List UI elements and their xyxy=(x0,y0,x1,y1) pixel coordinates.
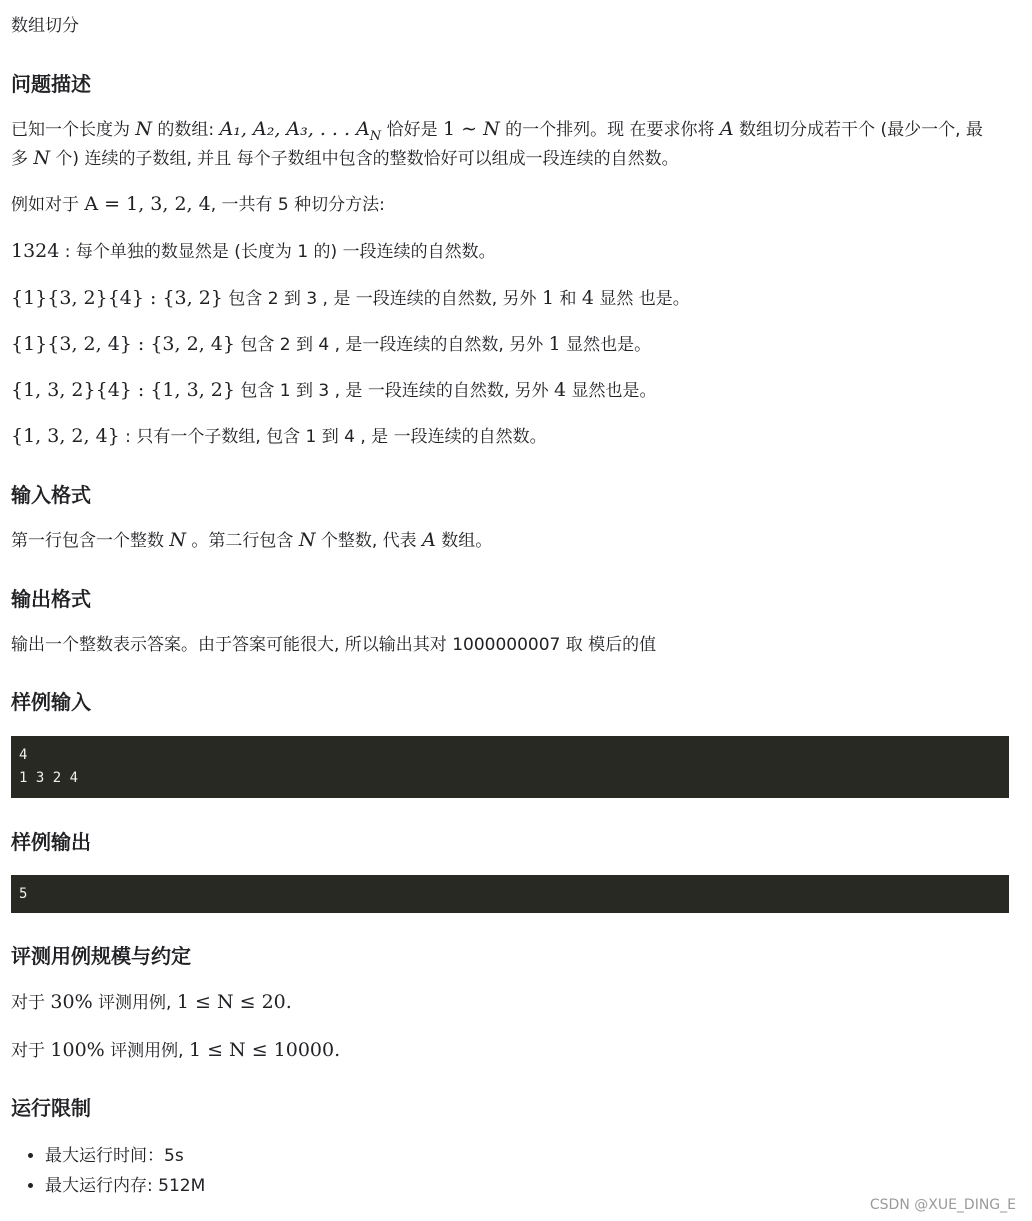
scale-rule-2 xyxy=(11,1038,340,1063)
sample-input-code: 4 1 3 2 4 xyxy=(11,736,1009,798)
text-segment: , 一共有 5 种切分方法: xyxy=(210,195,385,215)
text-segment: 数组。 xyxy=(435,531,493,551)
math-number: 1 xyxy=(541,287,555,309)
math-number: 4 xyxy=(581,287,594,309)
math-number: 1 xyxy=(548,333,561,355)
text-segment: 已知一个长度为 xyxy=(11,120,136,140)
text-segment: 。第二行包含 xyxy=(186,531,299,551)
text-segment: 的数组: xyxy=(152,120,220,140)
example-case-1 xyxy=(11,239,496,264)
page-title: 数组切分 xyxy=(11,16,79,36)
math-constraint: 1 ≤ N ≤ 10000. xyxy=(188,1039,341,1061)
watermark: CSDN @XUE_DING_E xyxy=(869,1197,1016,1213)
example-intro xyxy=(11,192,385,217)
text-segment: 评测用例, xyxy=(92,993,177,1013)
text-segment: 例如对于 xyxy=(11,195,85,215)
math-sequence: A₁, A₂, A₃, . . . $A_N$ xyxy=(219,118,382,144)
problem-line-1 xyxy=(11,117,983,149)
example-case-2 xyxy=(11,286,690,311)
text-segment: 显然也是。 xyxy=(566,381,657,401)
example-case-5 xyxy=(11,424,547,449)
math-A: A xyxy=(719,118,734,140)
text-segment: 个) 连续的子数组, 并且 每个子数组中包含的整数恰好可以组成一段连续的自然数。 xyxy=(50,149,679,169)
example-case-4 xyxy=(11,378,657,403)
math-case: {1, 3, 2}{4} : {1, 3, 2} xyxy=(11,379,235,401)
math-percent: 100% xyxy=(50,1039,105,1061)
text-segment: 第一行包含一个整数 xyxy=(11,531,170,551)
limits-heading: 运行限制 xyxy=(11,1096,91,1120)
output-heading: 输出格式 xyxy=(11,587,91,611)
math-N: N xyxy=(33,147,51,169)
text-segment: 数组切分成若干个 (最少一个, 最 xyxy=(733,120,983,140)
math-constraint: 1 ≤ N ≤ 20. xyxy=(176,991,292,1013)
text-segment: 包含 1 到 3 , 是 一段连续的自然数, 另外 xyxy=(234,381,555,401)
math-case: {1, 3, 2, 4} xyxy=(11,425,120,447)
limit-memory: • 最大运行内存: 512M xyxy=(45,1171,205,1201)
text-segment: 多 xyxy=(11,149,34,169)
input-format-text xyxy=(11,528,492,553)
text-segment: : 只有一个子数组, 包含 1 到 4 , 是 一段连续的自然数。 xyxy=(119,427,547,447)
text-segment: 的一个排列。现 在要求你将 xyxy=(499,120,720,140)
math-percent: 30% xyxy=(50,991,93,1013)
text-segment: 包含 2 到 4 , 是一段连续的自然数, 另外 xyxy=(234,335,549,355)
problem-heading: 问题描述 xyxy=(11,72,91,96)
text-segment: 恰好是 xyxy=(381,120,443,140)
text-segment: : 每个单独的数显然是 (长度为 1 的) 一段连续的自然数。 xyxy=(59,242,496,262)
text-segment: 和 xyxy=(554,289,582,309)
text-segment: 对于 xyxy=(11,1041,51,1061)
input-heading: 输入格式 xyxy=(11,483,91,507)
math-A: A xyxy=(422,529,436,551)
text-segment: 对于 xyxy=(11,993,51,1013)
text-segment: 包含 2 到 3 , 是 一段连续的自然数, 另外 xyxy=(222,289,542,309)
text-segment: 评测用例, xyxy=(104,1041,189,1061)
math-case: {1}{3, 2, 4} : {3, 2, 4} xyxy=(11,333,235,355)
math-N: N xyxy=(169,529,187,551)
sample-input-heading: 样例输入 xyxy=(11,690,91,714)
scale-rule-1 xyxy=(11,990,292,1015)
example-case-3 xyxy=(11,332,651,357)
sample-output-code: 5 xyxy=(11,875,1009,913)
math-case: 1324 xyxy=(11,240,60,262)
math-number: 4 xyxy=(554,379,567,401)
problem-line-2 xyxy=(11,146,679,171)
text-segment: 显然 也是。 xyxy=(593,289,690,309)
text-segment: 显然也是。 xyxy=(560,335,652,355)
limits-list xyxy=(11,1141,205,1201)
scale-heading: 评测用例规模与约定 xyxy=(11,944,191,968)
limit-time: • 最大运行时间：5s xyxy=(45,1141,205,1171)
math-range: 1 ∼ N xyxy=(442,118,500,140)
math-N: N xyxy=(298,529,316,551)
sample-output-heading: 样例输出 xyxy=(11,830,91,854)
output-format-text: 输出一个整数表示答案。由于答案可能很大, 所以输出其对 1000000007 取 模后的值 xyxy=(11,635,657,655)
text-segment: 个整数, 代表 xyxy=(315,531,423,551)
math-case: {1}{3, 2}{4} : {3, 2} xyxy=(11,287,223,309)
math-example-array: A = 1, 3, 2, 4 xyxy=(84,193,211,215)
math-N: N xyxy=(135,118,153,140)
